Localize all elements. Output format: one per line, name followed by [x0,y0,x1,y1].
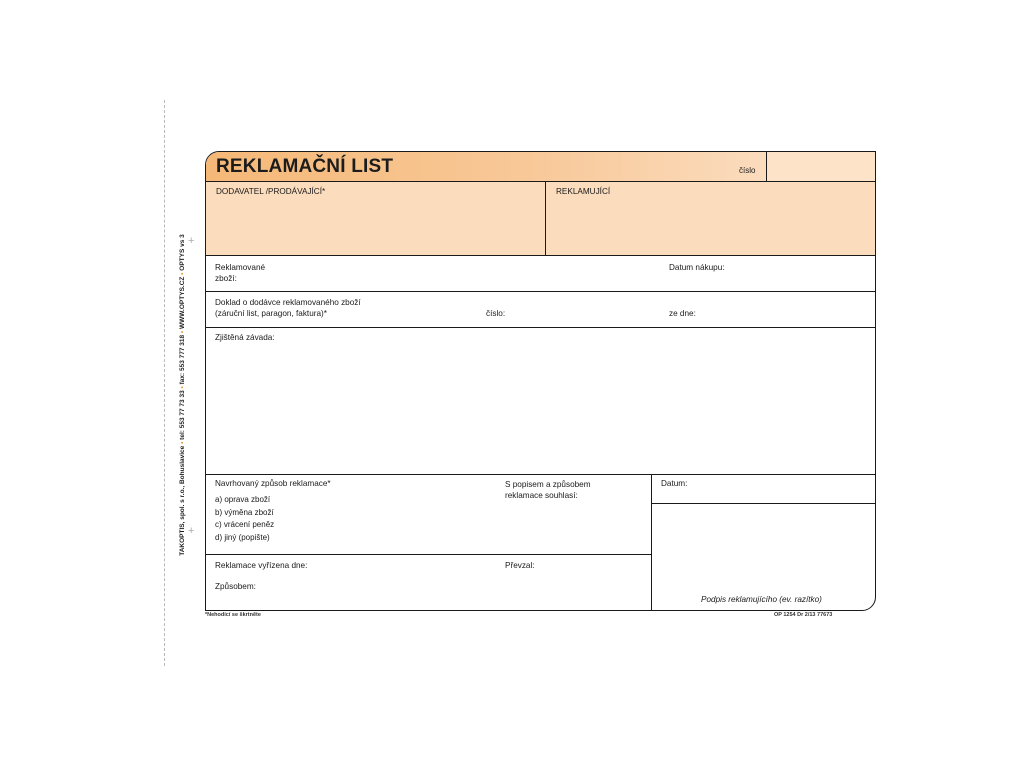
form-title: REKLAMAČNÍ LIST [216,156,394,177]
proof-label: Doklad o dodávce reklamovaného zboží [215,298,361,307]
method-options [215,494,274,544]
received-by-label: Převzal: [505,561,535,570]
claimant-field[interactable]: REKLAMUJÍCÍ [556,187,611,196]
divider [206,327,875,328]
proof-label-2: (záruční list, paragon, faktura)* [215,309,327,318]
defect-label: Zjištěná závada: [215,333,275,342]
option-b[interactable]: b) výměna zboží [215,507,274,517]
option-a[interactable]: a) oprava zboží [215,495,271,504]
proposed-method-label: Navrhovaný způsob reklamace* [215,479,331,488]
form-number-field[interactable] [766,152,876,181]
divider [206,291,875,292]
proof-date-label: ze dne: [669,309,696,318]
agreement-label-2: reklamace souhlasí: [505,491,578,500]
complaint-form [205,151,876,611]
claimed-goods-label-2: zboží: [215,274,237,283]
divider [206,554,651,555]
date-label: Datum: [661,479,688,488]
option-d[interactable]: d) jiný (popište) [215,532,270,542]
supplier-field[interactable]: DODAVATEL /PRODÁVAJÍCÍ* [216,187,326,196]
perforation-line [164,100,165,666]
divider [206,474,875,475]
registration-mark: + [188,525,195,537]
purchase-date-label: Datum nákupu: [669,263,725,272]
divider [651,503,875,504]
option-c[interactable]: c) vrácení peněz [215,520,275,529]
divider [651,474,652,610]
registration-mark: + [188,235,195,247]
resolved-date-label: Reklamace vyřízena dne: [215,561,308,570]
publisher-imprint: TAKOPTIS, spol. s r.o., Bohuslavice • tel: 553 77 73 33 • fax: 553 777 318 • WWW.OPTYS.CZ • OPTYS vs 3 [179,234,186,556]
agreement-label: S popisem a způsobem [505,480,591,489]
form-number-label: číslo [739,166,756,175]
proof-number-label: číslo: [486,309,506,318]
claimed-goods-label: Reklamované [215,263,266,272]
footnote: *Nehodící se škrtněte [205,612,261,618]
resolution-method-label: Způsobem: [215,582,256,591]
form-code: OP 1254 Dr 2/13 77673 [774,612,833,618]
divider [206,255,875,256]
divider [545,182,546,255]
signature-label: Podpis reklamujícího (ev. razítko) [701,595,822,604]
